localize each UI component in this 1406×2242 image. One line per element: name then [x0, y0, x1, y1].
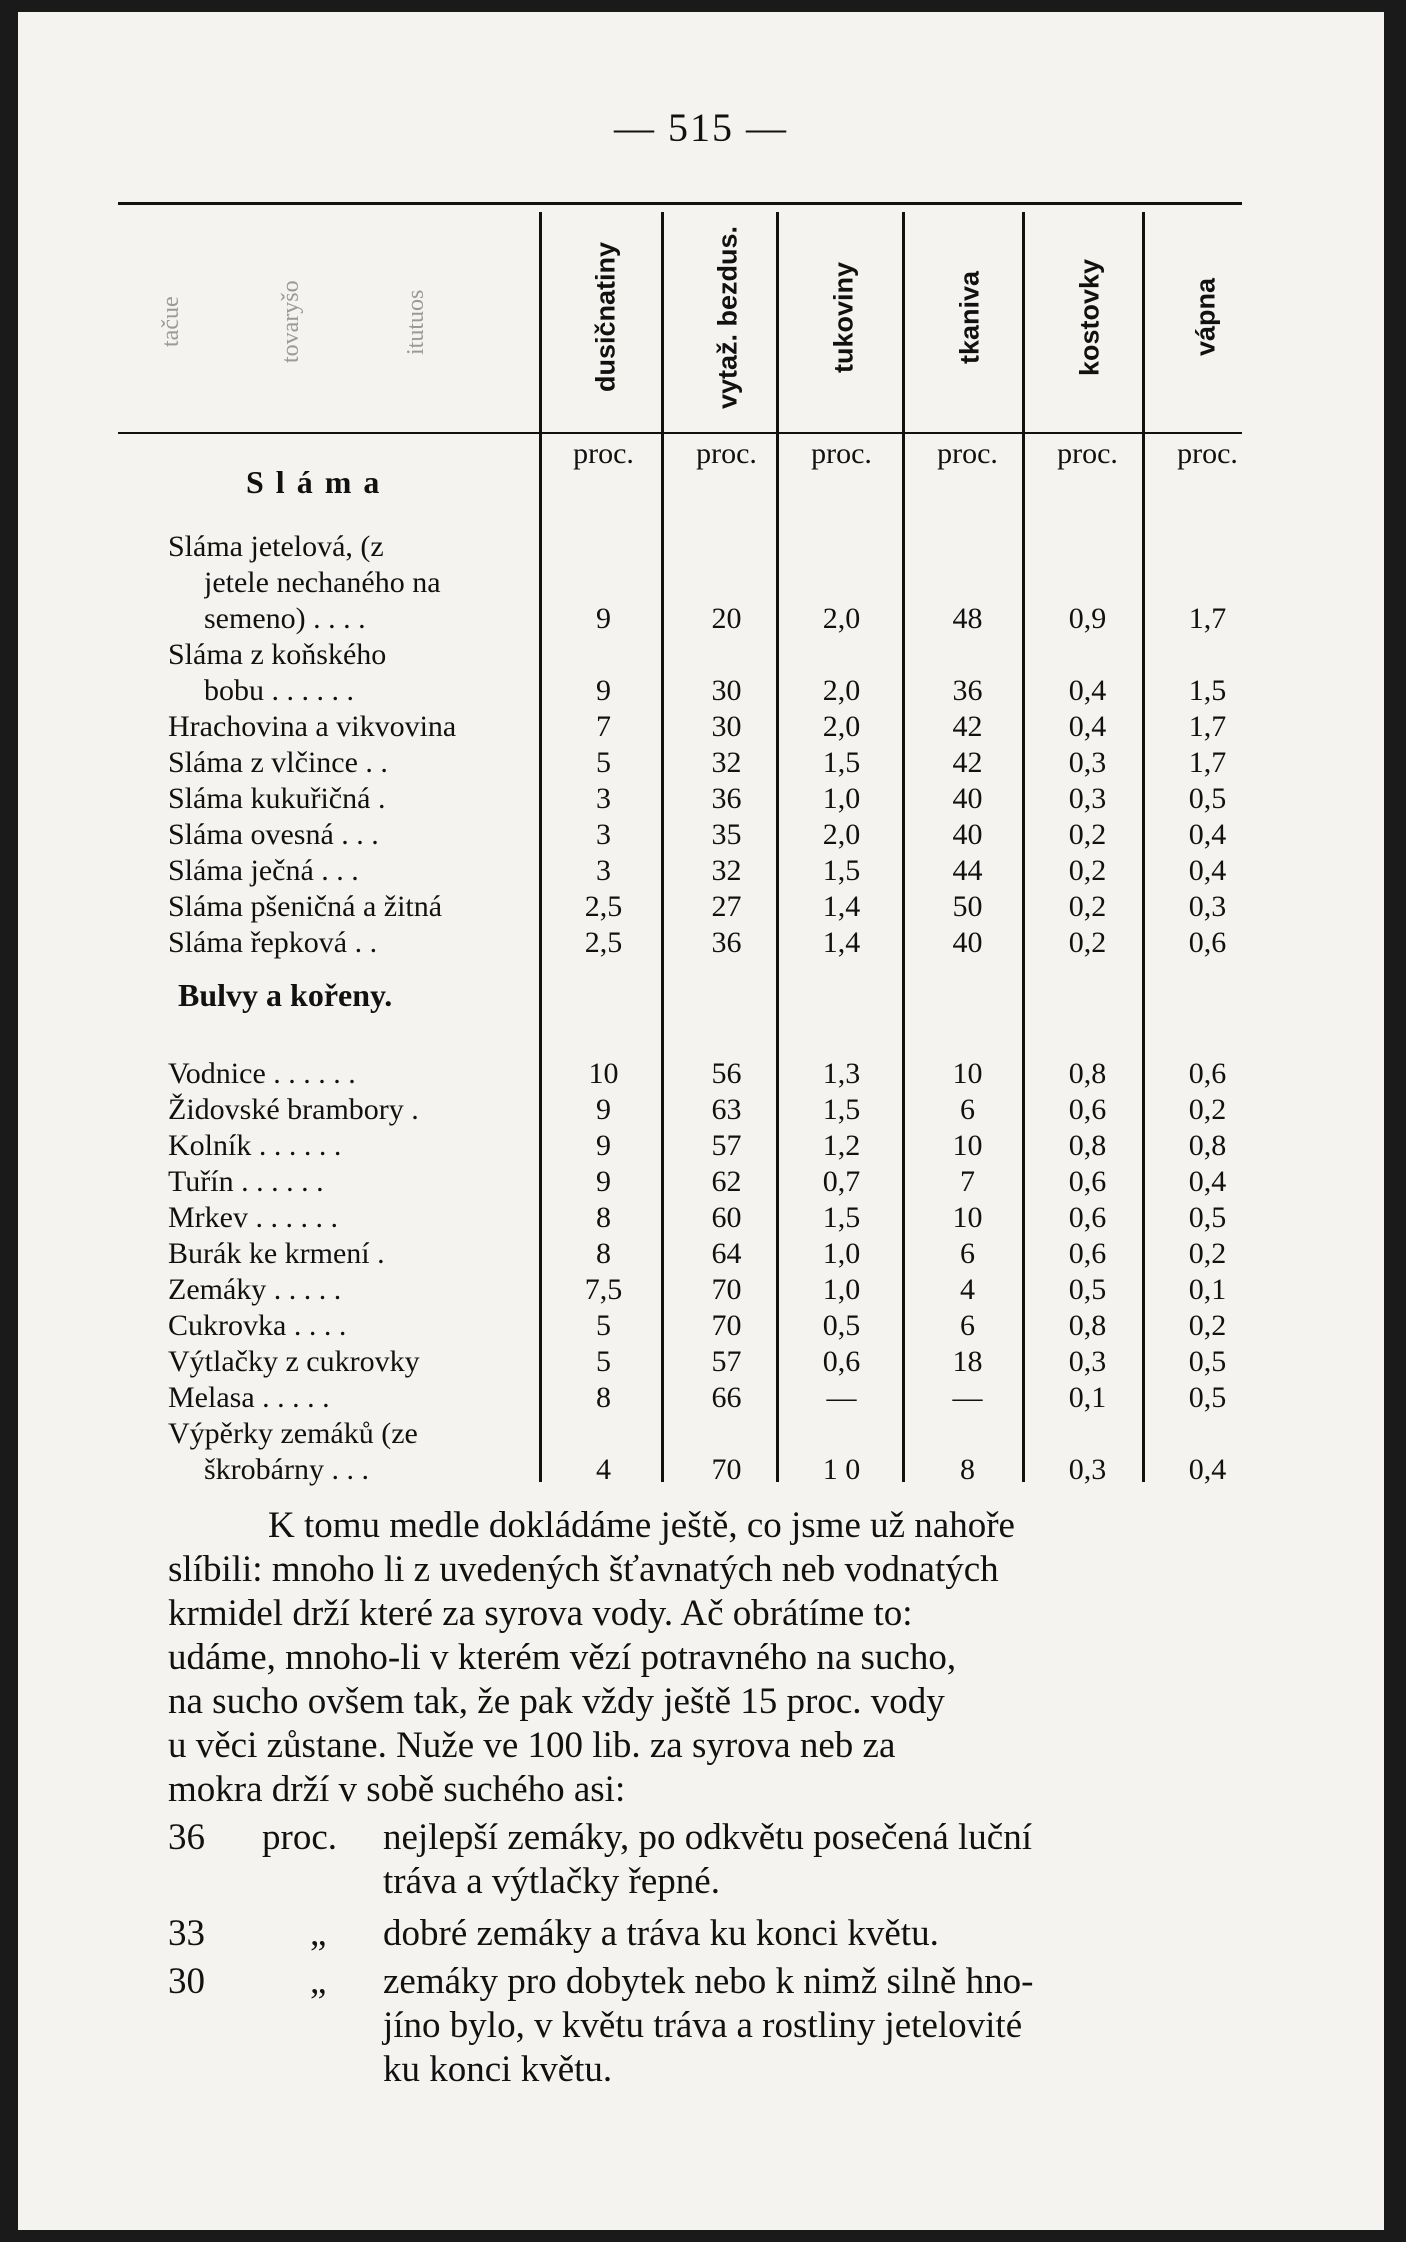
table-row [18, 854, 1384, 890]
table-cell: 1,3 [822, 1057, 861, 1090]
list-unit: proc. [262, 1817, 337, 1858]
paragraph-line: slíbili: mnoho li z uvedených šťavnatých neb vodnatých [168, 1549, 999, 1590]
table-cell: 40 [952, 782, 983, 815]
table-cell: 42 [952, 746, 983, 779]
table-cell: 0,6 [1068, 1093, 1107, 1126]
table-cell: 0,5 [822, 1309, 861, 1342]
list-text-line: jíno bylo, v květu tráva a rostliny jetelovité [383, 2005, 1023, 2046]
top-rule [118, 202, 1242, 205]
table-row [18, 1417, 1384, 1453]
table-cell: 36 [711, 926, 742, 959]
table-cell: 3 [596, 782, 611, 815]
body-paragraph [168, 1504, 1268, 1812]
table-cell: 30 [711, 710, 742, 743]
table-row [18, 926, 1384, 962]
table-cell: 42 [952, 710, 983, 743]
table-row [18, 530, 1384, 566]
list-text-line: nejlepší zemáky, po odkvětu posečená luční [383, 1817, 1032, 1858]
table-cell: 48 [952, 602, 983, 635]
table-cell: 57 [711, 1345, 742, 1378]
table-cell: — [952, 1381, 983, 1414]
list-unit: „ [310, 1961, 327, 2002]
table-cell: 9 [596, 1165, 611, 1198]
list-text-line: dobré zemáky a tráva ku konci květu. [383, 1913, 939, 1954]
table-cell: 0,7 [822, 1165, 861, 1198]
table-cell: 0,1 [1188, 1273, 1227, 1306]
table-cell: 36 [711, 782, 742, 815]
table-row [18, 1453, 1384, 1489]
table-cell: 50 [952, 890, 983, 923]
table-cell: 0,8 [1068, 1309, 1107, 1342]
table-cell: 0,9 [1068, 602, 1107, 635]
table-cell: 0,2 [1188, 1237, 1227, 1270]
table-cell: 36 [952, 674, 983, 707]
table-cell: 0,3 [1068, 782, 1107, 815]
unit-label: proc. [1057, 437, 1118, 470]
list-unit: „ [310, 1913, 327, 1954]
row-label: Melasa . . . . . [168, 1381, 330, 1414]
faded-header-3: itutuos [403, 289, 429, 355]
table-cell: 0,4 [1188, 1165, 1227, 1198]
table-row [18, 1057, 1384, 1093]
row-label: bobu . . . . . . [204, 674, 354, 707]
table-cell: 1 0 [822, 1453, 861, 1486]
table-cell: 0,2 [1068, 926, 1107, 959]
header-rule [118, 432, 1242, 434]
table-cell: 0,8 [1188, 1129, 1227, 1162]
table-cell: 5 [596, 746, 611, 779]
table-cell: 0,8 [1068, 1057, 1107, 1090]
column-header-tkaniva: tkaniva [954, 270, 985, 364]
table-cell: 10 [952, 1129, 983, 1162]
table-cell: 0,6 [1068, 1201, 1107, 1234]
table-cell: 8 [596, 1201, 611, 1234]
table-row [18, 1309, 1384, 1345]
table-cell: 70 [711, 1453, 742, 1486]
table-cell: 2,0 [822, 818, 861, 851]
table-cell: 10 [952, 1201, 983, 1234]
table-row [18, 1273, 1384, 1309]
faded-header-1: tačue [158, 296, 184, 348]
list-item-text [383, 1912, 1283, 1956]
row-label: Sláma pšeničná a žitná [168, 890, 443, 923]
table-cell: 1,7 [1188, 710, 1227, 743]
list-number: 30 [168, 1961, 205, 2002]
table-row [18, 1165, 1384, 1201]
row-label: Sláma řepková . . [168, 926, 378, 959]
table-cell: 9 [596, 602, 611, 635]
list-text-line: zemáky pro dobytek nebo k nimž silně hno- [383, 1961, 1034, 2002]
table-cell: 7,5 [584, 1273, 623, 1306]
table-cell: 3 [596, 854, 611, 887]
table-cell: 0,2 [1068, 854, 1107, 887]
row-label: Sláma ovesná . . . [168, 818, 379, 851]
row-label: Cukrovka . . . . [168, 1309, 347, 1342]
row-label: Sláma ječná . . . [168, 854, 359, 887]
paragraph-line: K tomu medle dokládáme ještě, co jsme už nahoře [268, 1505, 1015, 1546]
table-cell: 3 [596, 818, 611, 851]
table-cell: 5 [596, 1345, 611, 1378]
row-label: Zemáky . . . . . [168, 1273, 342, 1306]
table-cell: 9 [596, 674, 611, 707]
list-text-line: ku konci květu. [383, 2049, 613, 2090]
page [18, 12, 1384, 2230]
list-item-text [383, 1816, 1283, 1904]
table-cell: 5 [596, 1309, 611, 1342]
row-label: škrobárny . . . [204, 1453, 369, 1486]
table-cell: 44 [952, 854, 983, 887]
table-cell: 2,0 [822, 674, 861, 707]
page-number: — 515 — [614, 105, 788, 150]
table-cell: 0,4 [1068, 710, 1107, 743]
table-cell: 0,4 [1188, 818, 1227, 851]
table-row [18, 890, 1384, 926]
table-cell: 20 [711, 602, 742, 635]
table-cell: 0,2 [1188, 1093, 1227, 1126]
table-cell: 0,5 [1188, 782, 1227, 815]
table-cell: 63 [711, 1093, 742, 1126]
table-cell: 27 [711, 890, 742, 923]
table-cell: 56 [711, 1057, 742, 1090]
table-cell: 0,5 [1188, 1345, 1227, 1378]
table-cell: 64 [711, 1237, 742, 1270]
row-label: Kolník . . . . . . [168, 1129, 342, 1162]
table-row [18, 1345, 1384, 1381]
table-cell: 30 [711, 674, 742, 707]
table-cell: 2,5 [584, 926, 623, 959]
table-cell: 10 [588, 1057, 619, 1090]
table-row [18, 638, 1384, 674]
table-cell: 0,2 [1068, 890, 1107, 923]
table-cell: 7 [960, 1165, 975, 1198]
table-row [18, 1093, 1384, 1129]
table-cell: 4 [596, 1453, 611, 1486]
table-cell: 1,0 [822, 1273, 861, 1306]
table-cell: 70 [711, 1309, 742, 1342]
table-cell: 0,2 [1188, 1309, 1227, 1342]
table-cell: 1,7 [1188, 746, 1227, 779]
row-label: semeno) . . . . [204, 602, 366, 635]
table-cell: 0,8 [1068, 1129, 1107, 1162]
table-cell: 1,0 [822, 1237, 861, 1270]
table-cell: 1,5 [822, 854, 861, 887]
table-cell: 70 [711, 1273, 742, 1306]
unit-label: proc. [1177, 437, 1238, 470]
row-label: Burák ke krmení . [168, 1237, 385, 1270]
table-cell: 1,5 [822, 746, 861, 779]
table-cell: 8 [596, 1237, 611, 1270]
table-row [18, 1237, 1384, 1273]
table-cell: 0,4 [1188, 1453, 1227, 1486]
table-cell: 2,0 [822, 710, 861, 743]
table-cell: 62 [711, 1165, 742, 1198]
table-cell: 0,6 [822, 1345, 861, 1378]
table-cell: 2,5 [584, 890, 623, 923]
table-cell: 0,4 [1068, 674, 1107, 707]
unit-label: proc. [937, 437, 998, 470]
table-row [18, 710, 1384, 746]
paragraph-line: krmidel drží které za syrova vody. Ač obrátíme to: [168, 1593, 913, 1634]
table-row [18, 818, 1384, 854]
table-cell: 0,1 [1068, 1381, 1107, 1414]
row-label: Sláma z vlčince . . [168, 746, 388, 779]
table-cell: 0,5 [1188, 1201, 1227, 1234]
table-row [18, 782, 1384, 818]
table-cell: 32 [711, 746, 742, 779]
table-cell: 6 [960, 1093, 975, 1126]
column-header-vapna: vápna [1190, 277, 1221, 357]
table-row [18, 566, 1384, 602]
table-cell: 1,4 [822, 926, 861, 959]
row-label: Židovské brambory . [168, 1093, 419, 1126]
list-number: 36 [168, 1817, 205, 1858]
table-cell: 0,3 [1068, 1453, 1107, 1486]
table-cell: 0,4 [1188, 854, 1227, 887]
paragraph-line: udáme, mnoho-li v kterém vězí potravného na sucho, [168, 1637, 957, 1678]
section-heading: S l á m a [246, 464, 382, 500]
table-cell: 40 [952, 818, 983, 851]
table-cell: 0,3 [1068, 746, 1107, 779]
row-label: Výpěrky zemáků (ze [168, 1417, 418, 1450]
table-cell: 9 [596, 1093, 611, 1126]
table-cell: 0,5 [1068, 1273, 1107, 1306]
table-cell: 1,0 [822, 782, 861, 815]
column-header-dusicnatiny: dusičnatiny [590, 241, 621, 393]
table-cell: 6 [960, 1309, 975, 1342]
table-cell: 6 [960, 1237, 975, 1270]
row-label: Výtlačky z cukrovky [168, 1345, 420, 1378]
table-cell: 0,6 [1188, 926, 1227, 959]
table-cell: 8 [596, 1381, 611, 1414]
table-cell: 0,6 [1068, 1165, 1107, 1198]
paragraph-line: na sucho ovšem tak, že pak vždy ještě 15 proc. vody [168, 1681, 945, 1722]
table-row [18, 1381, 1384, 1417]
section-heading: Bulvy a kořeny. [178, 977, 393, 1013]
table-cell: 0,3 [1068, 1345, 1107, 1378]
row-label: Sláma jetelová, (z [168, 530, 384, 563]
unit-label: proc. [811, 437, 872, 470]
table-cell: 8 [960, 1453, 975, 1486]
table-cell: 0,3 [1188, 890, 1227, 923]
table-cell: 66 [711, 1381, 742, 1414]
row-label: Mrkev . . . . . . [168, 1201, 338, 1234]
table-row [18, 674, 1384, 710]
table-cell: 57 [711, 1129, 742, 1162]
column-header-kostovky: kostovky [1074, 258, 1105, 376]
paragraph-line: mokra drží v sobě suchého asi: [168, 1769, 626, 1810]
table-cell: 35 [711, 818, 742, 851]
table-cell: 32 [711, 854, 742, 887]
faded-header-2: tovaryšo [278, 280, 304, 364]
table-cell: 1,7 [1188, 602, 1227, 635]
column-header-vytaz-bezdus: vytaž. bezdus. [712, 225, 743, 409]
unit-label: proc. [573, 437, 634, 470]
table-cell: 0,6 [1068, 1237, 1107, 1270]
table-cell: 1,2 [822, 1129, 861, 1162]
table-cell: 1,5 [1188, 674, 1227, 707]
table-cell: 0,2 [1068, 818, 1107, 851]
unit-label: proc. [696, 437, 757, 470]
row-label: jetele nechaného na [204, 566, 441, 599]
table-cell: 0,5 [1188, 1381, 1227, 1414]
row-label: Hrachovina a vikvovina [168, 710, 457, 743]
list-number: 33 [168, 1913, 205, 1954]
table-cell: 7 [596, 710, 611, 743]
row-label: Sláma kukuřičná . [168, 782, 386, 815]
table-row [18, 1201, 1384, 1237]
list-item-text [383, 1960, 1283, 2092]
table-row [18, 746, 1384, 782]
row-label: Tuřín . . . . . . [168, 1165, 324, 1198]
table-cell: 1,5 [822, 1201, 861, 1234]
table-row [18, 602, 1384, 638]
table-cell: 1,4 [822, 890, 861, 923]
table-cell: 40 [952, 926, 983, 959]
list-text-line: tráva a výtlačky řepné. [383, 1861, 720, 1902]
row-label: Sláma z koňského [168, 638, 387, 671]
table-row [18, 1129, 1384, 1165]
table-cell: 18 [952, 1345, 983, 1378]
table-cell: 0,6 [1188, 1057, 1227, 1090]
table-cell: 9 [596, 1129, 611, 1162]
table-cell: 4 [960, 1273, 975, 1306]
paragraph-line: u věci zůstane. Nuže ve 100 lib. za syrova neb za [168, 1725, 896, 1766]
table-cell: 10 [952, 1057, 983, 1090]
row-label: Vodnice . . . . . . [168, 1057, 356, 1090]
table-cell: 1,5 [822, 1093, 861, 1126]
table-cell: 2,0 [822, 602, 861, 635]
column-header-tukoviny: tukoviny [828, 261, 859, 373]
table-cell: — [826, 1381, 857, 1414]
table-cell: 60 [711, 1201, 742, 1234]
